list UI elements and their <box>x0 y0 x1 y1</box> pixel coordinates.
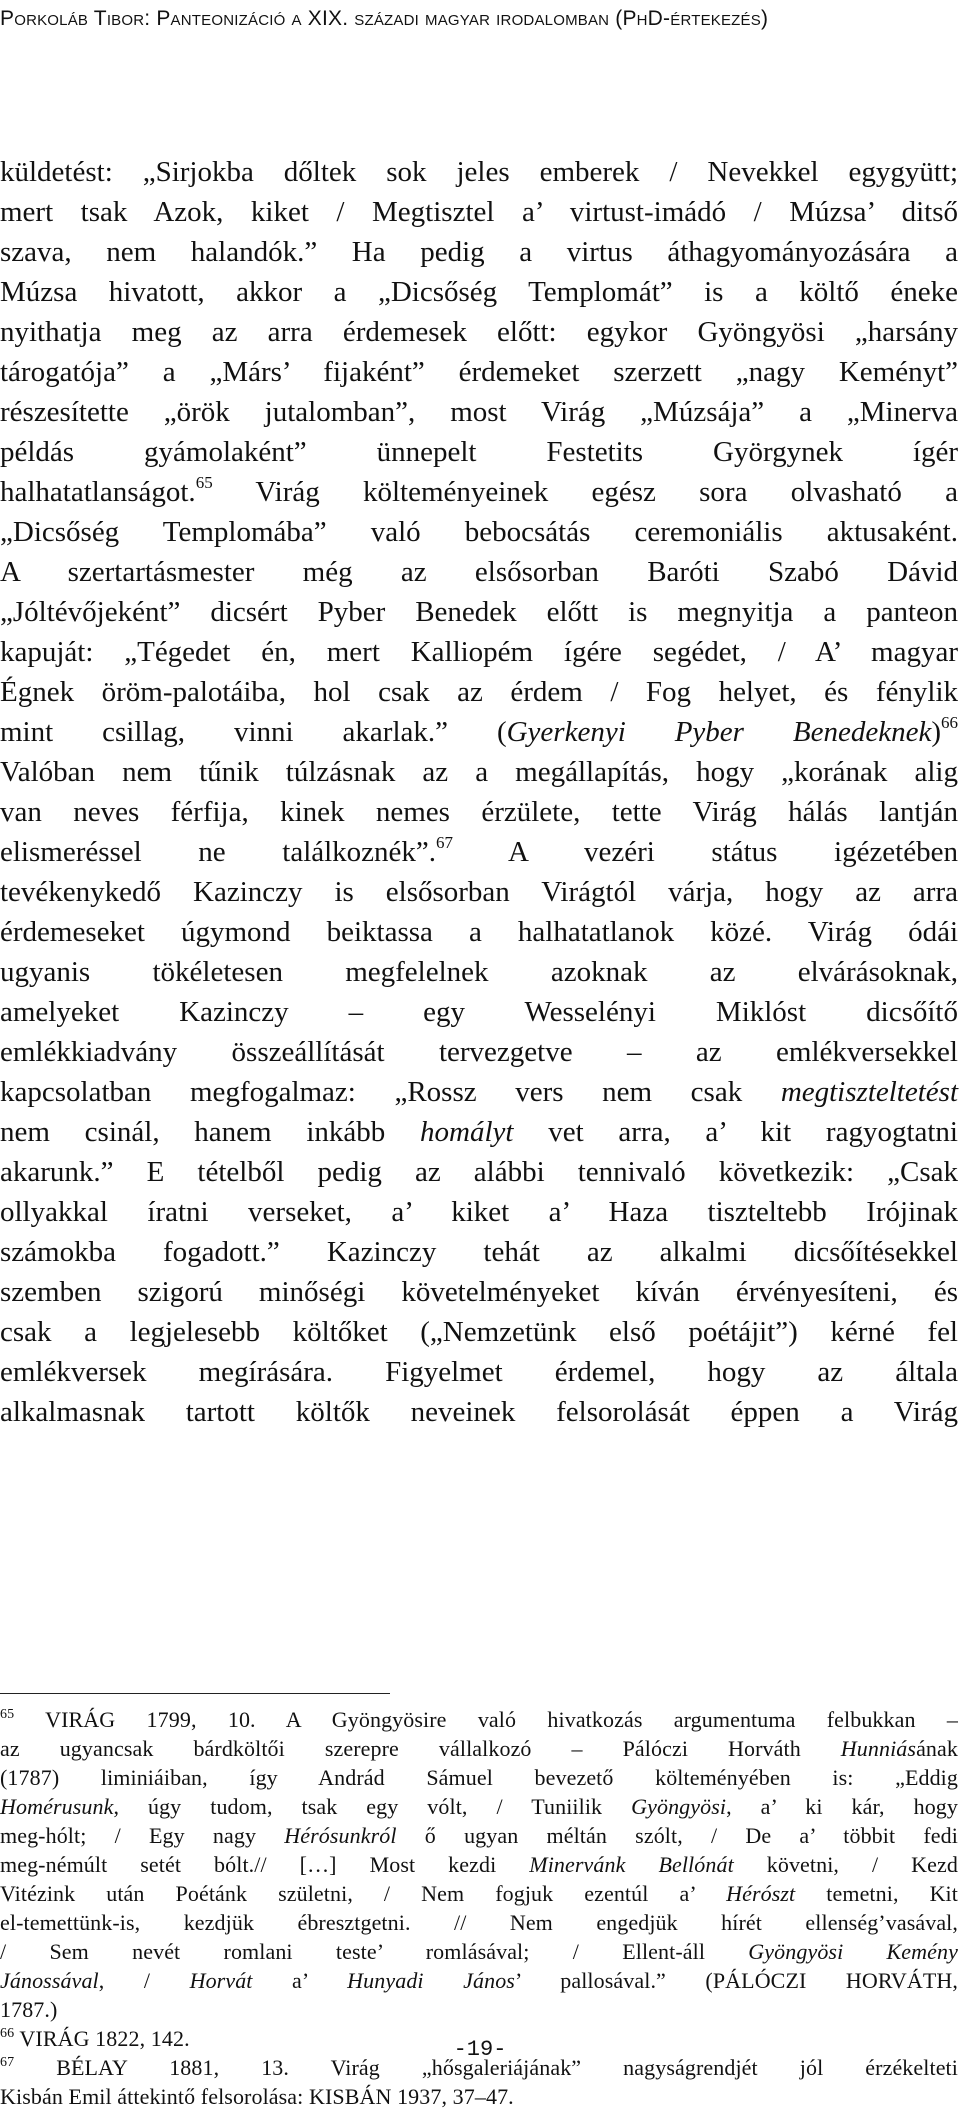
italic-text: Hérósunkról <box>284 1823 397 1848</box>
text-line <box>0 1192 958 1232</box>
text-segment: / Sem nevét romlani teste’ romlásával; / Ellent-áll <box>0 1939 749 1964</box>
italic-text: Hunniás <box>840 1736 917 1761</box>
text-segment: ának <box>916 1736 958 1761</box>
italic-text: homályt <box>420 1116 514 1148</box>
text-segment: a’ <box>252 1968 348 1993</box>
text-line <box>0 512 958 552</box>
text-line <box>0 392 958 432</box>
text-line <box>0 1072 958 1112</box>
text-segment: temetni, Kit <box>795 1881 958 1906</box>
body-text <box>0 152 958 1432</box>
text-segment: példás gyámolaként” ünnepelt Festetits Györgynek ígér <box>0 436 958 468</box>
text-segment: szava, nem halandók.” Ha pedig a virtus áthagyományozására a <box>0 236 958 268</box>
text-segment: A vezéri státus igézetében <box>453 836 958 868</box>
text-segment: tevékenykedő Kazinczy is elsősorban Virágtól várja, hogy az arra <box>0 876 958 908</box>
italic-text: Jánossával <box>0 1968 99 1993</box>
text-line <box>0 232 958 272</box>
footnote-line <box>0 1966 958 1995</box>
text-segment: ollyakkal íratni verseket, a’ kiket a’ Haza tiszteltebb Irójinak <box>0 1196 958 1228</box>
text-segment: emlékkiadvány összeállítását tervezgetve – az emlékversekkel <box>0 1036 958 1068</box>
text-line <box>0 352 958 392</box>
italic-text: Gyerkenyi Pyber Benedeknek <box>506 716 932 748</box>
footnote-ref: 65 <box>195 473 213 492</box>
italic-text: Gyöngyösi Kemény <box>748 1939 958 1964</box>
italic-text: Hunyadi János <box>347 1968 515 1993</box>
text-segment: szemben szigorú minőségi követelményeket kíván érvényesíteni, és <box>0 1276 958 1308</box>
text-segment: mert tsak Azok, kiket / Megtisztel a’ virtust-imádó / Múzsa’ ditső <box>0 196 958 228</box>
text-segment: Virág költeményeinek egész sora olvasható a <box>212 476 958 508</box>
italic-text: Minervánk Bellónát <box>529 1852 734 1877</box>
text-line <box>0 672 958 712</box>
text-segment: , úgy tudom, tsak egy vólt, / Tuniilik <box>113 1794 632 1819</box>
text-line <box>0 992 958 1032</box>
text-segment: küldetést: „Sirjokba dőltek sok jeles emberek / Nevekkel egygyütt; <box>0 156 958 188</box>
text-line <box>0 632 958 672</box>
text-line <box>0 472 958 512</box>
footnote-line <box>0 1995 958 2024</box>
text-segment: ’ pallosával.” (PÁLÓCZI HORVÁTH, <box>514 1968 959 1993</box>
page-number: -19- <box>453 2037 507 2062</box>
text-segment: 1787.) <box>0 1997 58 2022</box>
text-segment: ő ugyan méltán szólt, / De a’ többit fedi <box>396 1823 958 1848</box>
text-segment: követni, / Kezd <box>733 1852 958 1877</box>
footnote-line <box>0 1792 958 1821</box>
footnote-ref: 66 <box>0 2026 15 2041</box>
footnote-line <box>0 1850 958 1879</box>
text-segment: halhatatlanságot. <box>0 476 196 508</box>
text-line <box>0 792 958 832</box>
footnote-line <box>0 1763 958 1792</box>
footnote-line <box>0 1821 958 1850</box>
text-segment: „Jóltévőjeként” dicsért Pyber Benedek előtt is megnyitja a panteon <box>0 596 958 628</box>
text-segment: nyithatja meg az arra érdemesek előtt: egykor Gyöngyösi „harsány <box>0 316 958 348</box>
text-segment: Égnek öröm-palotáiba, hol csak az érdem / Fog helyet, és fénylik <box>0 676 958 708</box>
text-segment: ugyanis tökéletesen megfelelnek azoknak az elvárásoknak, <box>0 956 958 988</box>
text-line <box>0 192 958 232</box>
text-segment: ) <box>931 716 941 748</box>
text-segment: , a’ ki kár, hogy <box>726 1794 959 1819</box>
text-segment: BÉLAY 1881, 13. Virág „hősgaleriájának” nagyságrendjét jól érzékelteti <box>14 2055 958 2080</box>
text-segment: csak a legjelesebb költőket („Nemzetünk első poétájit”) kérné fel <box>0 1316 958 1348</box>
footnote-ref: 65 <box>0 1707 15 1722</box>
text-segment: A szertartásmester még az elsősorban Baróti Szabó Dávid <box>0 556 958 588</box>
text-segment: az ugyancsak bárdköltői szerepre vállalkozó – Pálóczi Horváth <box>0 1736 841 1761</box>
text-segment: VIRÁG 1822, 142. <box>14 2026 190 2051</box>
text-segment: van neves férfija, kinek nemes érzülete, tette Virág hálás lantján <box>0 796 958 828</box>
footnote-line <box>0 1879 958 1908</box>
italic-text: Gyöngyösi <box>631 1794 727 1819</box>
footnote-line <box>0 1908 958 1937</box>
text-line <box>0 1152 958 1192</box>
text-line <box>0 1232 958 1272</box>
text-line <box>0 752 958 792</box>
text-segment: alkalmasnak tartott költők neveinek felsorolását éppen a Virág <box>0 1396 958 1428</box>
footnote-line <box>0 2082 958 2111</box>
text-segment: „Dicsőség Templomába” való bebocsátás ceremoniális aktusaként. <box>0 516 958 548</box>
text-segment: Múzsa hivatott, akkor a „Dicsőség Templomát” is a költő éneke <box>0 276 958 308</box>
text-segment: Valóban nem tűnik túlzásnak az a megállapítás, hogy „korának alig <box>0 756 958 788</box>
text-line <box>0 1272 958 1312</box>
italic-text: Horvát <box>189 1968 253 1993</box>
text-line <box>0 1312 958 1352</box>
text-segment: akarunk.” E tételből pedig az alábbi tennivaló következik: „Csak <box>0 1156 958 1188</box>
text-segment: meg-némúlt setét bólt.// […] Most kezdi <box>0 1852 530 1877</box>
text-line <box>0 312 958 352</box>
italic-text: Homérusunk <box>0 1794 114 1819</box>
text-segment: el-temettünk-is, kezdjük ébresztgetni. // Nem engedjük hírét ellenség’vasával, <box>0 1910 958 1935</box>
footnote-line <box>0 1705 958 1734</box>
running-header: Porkoláb Tibor: Panteonizáció a XIX. századi magyar irodalomban (PhD-értekezés) <box>0 7 769 30</box>
text-segment: vet arra, a’ kit ragyogtatni <box>513 1116 958 1148</box>
text-line <box>0 1392 958 1432</box>
text-line <box>0 712 958 752</box>
footnote-ref: 67 <box>436 833 454 852</box>
text-segment: Vitézink után Poétánk születni, / Nem fogjuk ezentúl a’ <box>0 1881 727 1906</box>
text-segment: mint csillag, vinni akarlak.” ( <box>0 716 507 748</box>
footnote-ref: 67 <box>0 2055 15 2070</box>
italic-text: megtiszteltetést <box>780 1076 958 1108</box>
text-segment: emlékversek megírására. Figyelmet érdemel, hogy az általa <box>0 1356 958 1388</box>
text-line <box>0 1032 958 1072</box>
text-segment: érdemeseket úgymond beiktassa a halhatatlanok közé. Virág ódái <box>0 916 958 948</box>
text-line <box>0 952 958 992</box>
text-line <box>0 1112 958 1152</box>
text-segment: kapcsolatban megfogalmaz: „Rossz vers nem csak <box>0 1076 781 1108</box>
footnote-line <box>0 1734 958 1763</box>
text-segment: kapuját: „Tégedet én, mert Kalliopém ígére segédet, / A’ magyar <box>0 636 958 668</box>
text-segment: amelyeket Kazinczy – egy Wesselényi Miklóst dicsőítő <box>0 996 958 1028</box>
text-line <box>0 912 958 952</box>
text-segment: meg-hólt; / Egy nagy <box>0 1823 285 1848</box>
text-line <box>0 592 958 632</box>
text-segment: részesítette „örök jutalomban”, most Virág „Múzsája” a „Minerva <box>0 396 958 428</box>
italic-text: Hérószt <box>726 1881 796 1906</box>
text-line <box>0 432 958 472</box>
text-segment: elismeréssel ne találkoznék”. <box>0 836 437 868</box>
footnote-ref: 66 <box>941 713 958 732</box>
text-line <box>0 552 958 592</box>
text-line <box>0 1352 958 1392</box>
text-segment: VIRÁG 1799, 10. A Gyöngyösire való hivatkozás argumentuma felbukkan – <box>14 1707 958 1732</box>
text-segment: nem csinál, hanem inkább <box>0 1116 421 1148</box>
text-segment: , / <box>98 1968 190 1993</box>
text-line <box>0 272 958 312</box>
footnote-line <box>0 1937 958 1966</box>
text-line <box>0 872 958 912</box>
text-segment: Kisbán Emil áttekintő felsorolása: KISBÁN 1937, 37–47. <box>0 2084 514 2109</box>
footnote-divider <box>0 1693 390 1694</box>
text-line <box>0 832 958 872</box>
text-line <box>0 152 958 192</box>
text-segment: (1787) liminiáiban, így Andrád Sámuel bevezető költeményében is: „Eddig <box>0 1765 958 1790</box>
text-segment: tárogatója” a „Márs’ fijaként” érdemeket szerzett „nagy Keményt” <box>0 356 958 388</box>
text-segment: számokba fogadott.” Kazinczy tehát az alkalmi dicsőítésekkel <box>0 1236 958 1268</box>
